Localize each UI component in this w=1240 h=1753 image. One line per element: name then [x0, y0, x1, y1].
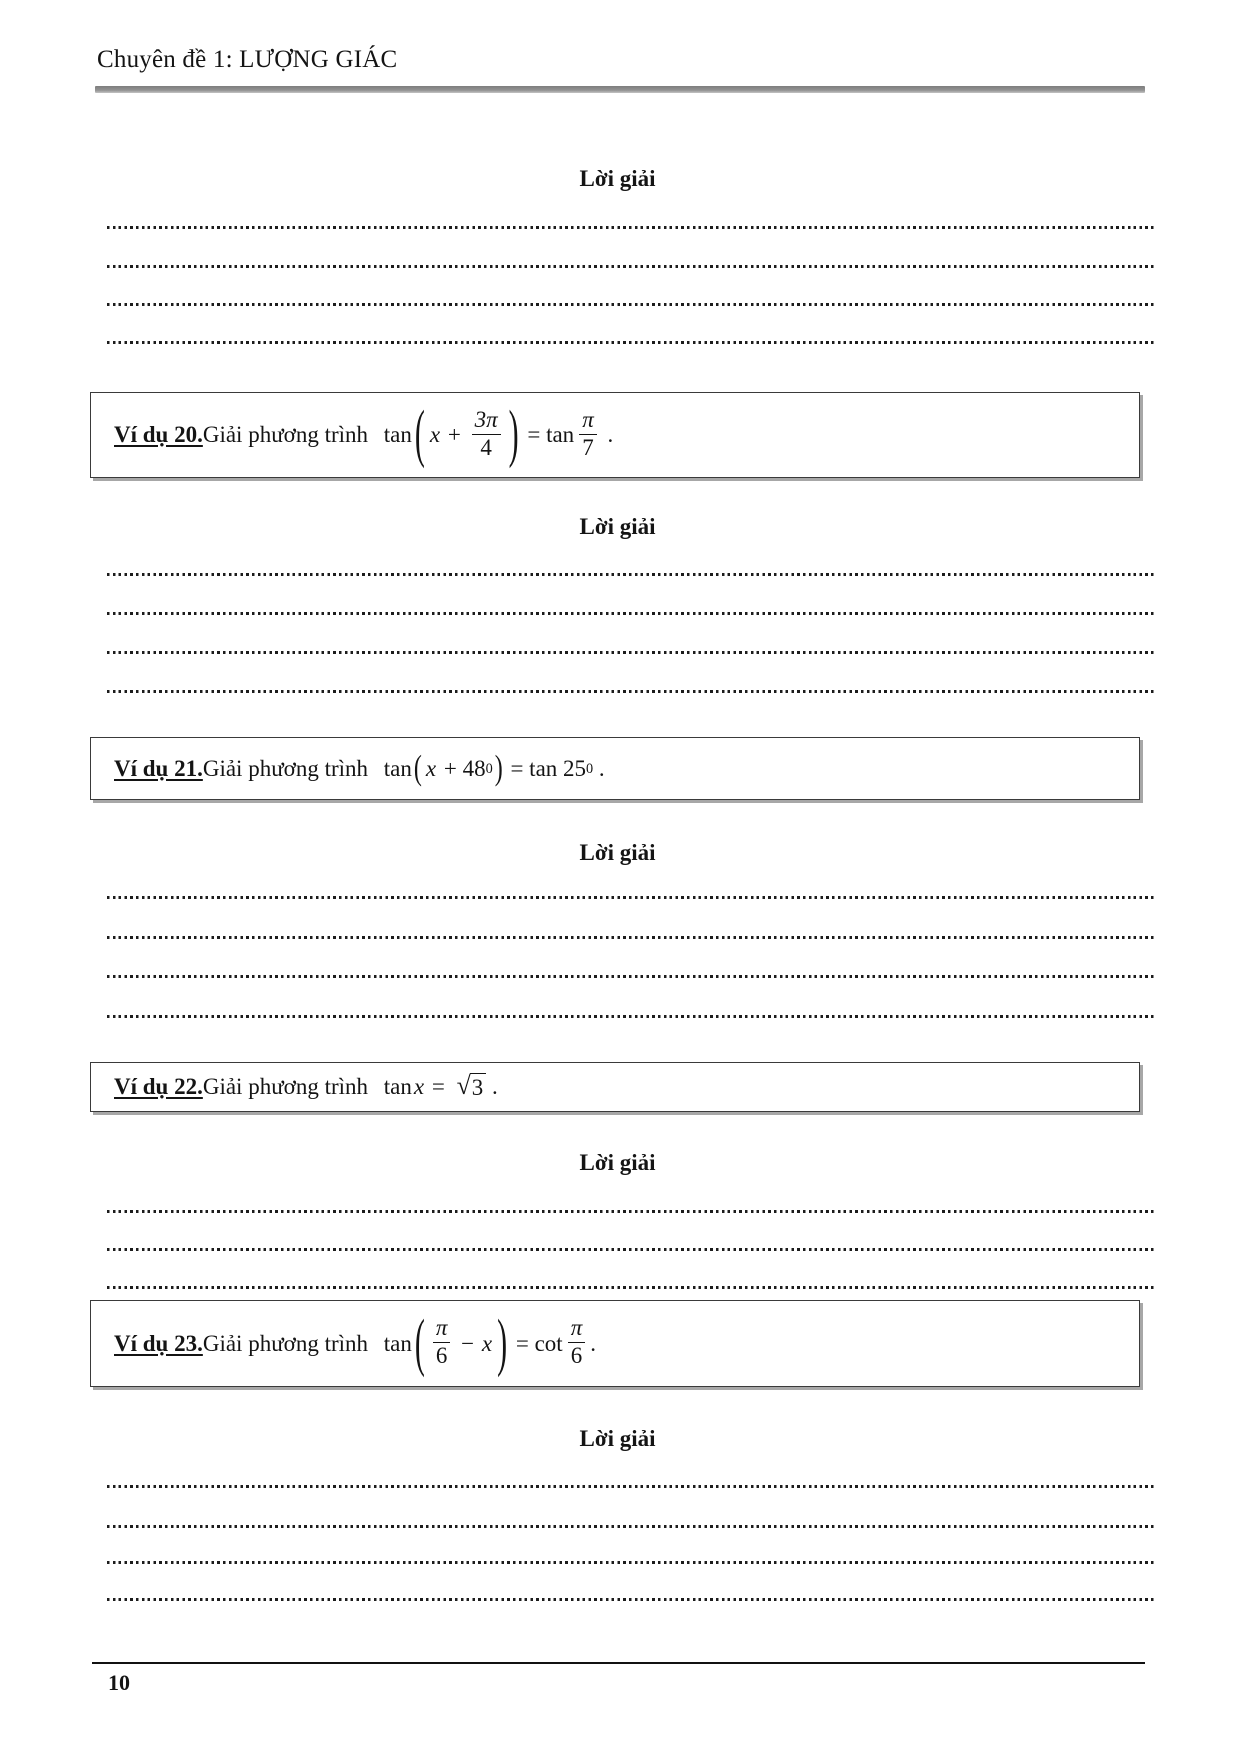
dotted-line: [107, 303, 1157, 306]
page-title: Chuyên đề 1: LƯỢNG GIÁC: [97, 46, 398, 73]
close-paren: ): [497, 1306, 508, 1378]
fraction-denominator: 6: [433, 1342, 451, 1369]
example-prompt: Giải phương trình: [202, 422, 374, 447]
math-equals: = tan: [521, 422, 575, 447]
fraction-numerator: 3π: [474, 406, 498, 432]
example-label: Ví dụ 22.: [114, 1074, 203, 1099]
math-formula: [383, 1306, 596, 1378]
example-prompt: Giải phương trình: [202, 755, 374, 781]
solution-heading: Lời giải: [579, 166, 656, 191]
page-number: 10: [108, 1670, 130, 1695]
dotted-line: [107, 1561, 1157, 1564]
example-label: Ví dụ 23.: [114, 1330, 203, 1356]
fraction-denominator: 4: [472, 434, 501, 461]
header-divider: [95, 86, 1145, 93]
math-function: tan: [383, 1330, 412, 1356]
dotted-line: [107, 265, 1157, 268]
dotted-line: [107, 1525, 1157, 1528]
footer-divider: [92, 1662, 1145, 1664]
math-formula: [384, 1073, 498, 1101]
solution-heading: Lời giải: [579, 840, 656, 865]
math-function: tan: [383, 422, 412, 447]
close-paren: ): [494, 749, 503, 788]
solution-heading: Lời giải: [579, 1150, 656, 1175]
dotted-line: [107, 1286, 1157, 1289]
fraction: [472, 408, 501, 461]
fraction: [568, 1316, 586, 1369]
math-variable: x: [481, 1330, 493, 1356]
dotted-line: [107, 896, 1157, 899]
math-formula: [383, 398, 614, 470]
dotted-line: [107, 975, 1157, 978]
example-box-21: [90, 737, 1140, 800]
dotted-line: [107, 1015, 1157, 1018]
math-function: tan: [383, 755, 412, 781]
math-operand: + 48: [438, 755, 486, 781]
fraction-numerator: π: [570, 1315, 583, 1341]
dotted-line: [107, 1210, 1157, 1213]
fraction-numerator: π: [435, 1315, 448, 1341]
math-period: .: [486, 1074, 498, 1099]
example-box-20: [90, 392, 1140, 478]
math-equals: = tan 25: [504, 755, 587, 781]
radicand: 3: [470, 1073, 487, 1101]
dotted-line: [107, 690, 1157, 693]
dotted-line: [107, 936, 1157, 939]
example-label: Ví dụ 21.: [114, 755, 203, 781]
open-paren: (: [413, 749, 422, 788]
dotted-line: [107, 1598, 1157, 1601]
radical-sign: √: [456, 1071, 471, 1100]
math-operator: −: [455, 1330, 480, 1356]
math-equals: =: [426, 1074, 451, 1099]
fraction-denominator: 7: [579, 434, 597, 461]
dotted-line: [107, 573, 1157, 576]
example-prompt: Giải phương trình: [202, 1330, 374, 1356]
dotted-line: [107, 341, 1157, 344]
square-root: [457, 1073, 487, 1101]
dotted-line: [107, 1485, 1157, 1488]
dotted-line: [107, 1248, 1157, 1251]
math-period: .: [601, 422, 614, 447]
fraction-numerator: π: [582, 406, 594, 432]
fraction: [433, 1316, 451, 1369]
dotted-line: [107, 612, 1157, 615]
math-equals: = cot: [510, 1330, 563, 1356]
math-variable: x: [429, 422, 441, 447]
close-paren: ): [508, 398, 519, 470]
fraction-denominator: 6: [568, 1342, 586, 1369]
dotted-line: [107, 651, 1157, 654]
open-paren: (: [414, 398, 425, 470]
example-box-23: [90, 1300, 1140, 1387]
dotted-line: [107, 226, 1157, 229]
example-box-22: [90, 1062, 1140, 1112]
open-paren: (: [414, 1306, 425, 1378]
solution-heading: Lời giải: [579, 1426, 656, 1451]
math-period: .: [593, 755, 605, 781]
example-label: Ví dụ 20.: [114, 422, 203, 447]
math-formula: tan ( x + 48 0 ) = tan 25 0 .: [383, 749, 605, 788]
math-variable: x: [413, 1074, 425, 1099]
example-prompt: Giải phương trình: [202, 1074, 374, 1099]
math-variable: x: [425, 755, 437, 781]
math-function: tan: [383, 1074, 412, 1099]
math-period: .: [590, 1330, 596, 1356]
math-operator: +: [442, 422, 467, 447]
fraction: [579, 408, 597, 461]
solution-heading: Lời giải: [579, 514, 656, 539]
